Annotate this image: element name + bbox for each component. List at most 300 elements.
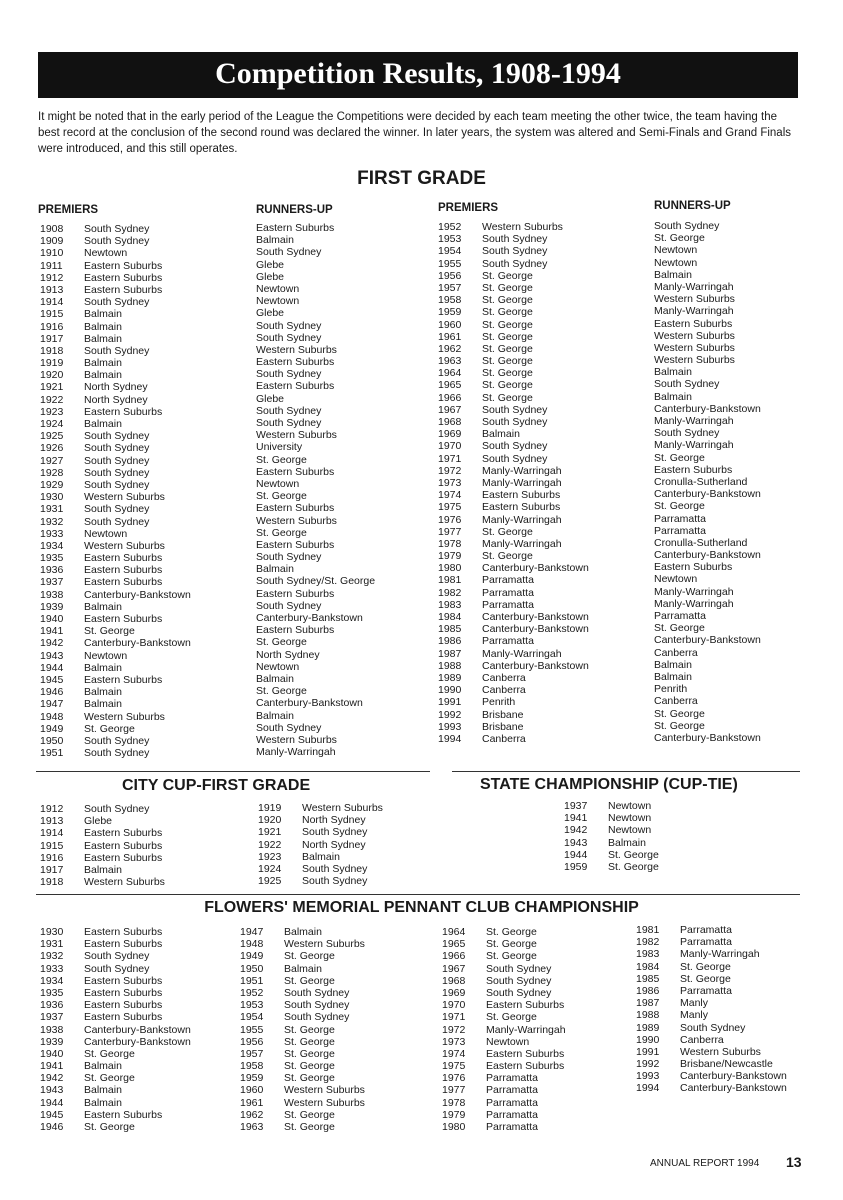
team-name: Manly-Warringah: [482, 647, 562, 660]
year: 1914: [40, 296, 64, 309]
list-item: [240, 1109, 365, 1121]
list-item: [438, 221, 589, 233]
list-item: [438, 331, 589, 343]
list-item: [438, 550, 589, 562]
list-item: St. George: [256, 526, 307, 539]
title-banner: [38, 52, 798, 98]
list-item: [40, 284, 191, 296]
list-item: [636, 1070, 787, 1082]
list-item: Penrith: [654, 683, 688, 696]
year: 1922: [40, 393, 64, 406]
year: 1986: [438, 635, 462, 648]
list-item: [40, 418, 191, 430]
team-name: Manly-Warringah: [486, 1023, 566, 1036]
list-item: South Sydney: [654, 378, 720, 391]
list-item: [442, 1072, 566, 1084]
list-item: [636, 985, 787, 997]
team-name: South Sydney: [84, 734, 150, 747]
year: 1955: [438, 257, 462, 270]
team-name: Western Suburbs: [284, 1084, 365, 1097]
list-item: [240, 1036, 365, 1048]
year: 1944: [40, 661, 64, 674]
list-item: Western Suburbs: [256, 343, 337, 356]
year: 1976: [442, 1072, 466, 1085]
year: 1985: [636, 972, 660, 985]
list-item: Newtown: [654, 244, 698, 257]
team-name: St. George: [482, 379, 533, 392]
team-name: South Sydney: [284, 986, 350, 999]
team-name: St. George: [482, 355, 533, 368]
list-item: St. George: [256, 636, 307, 649]
list-item: [564, 849, 659, 861]
list-item: Newtown: [256, 282, 300, 295]
list-item: [40, 735, 191, 747]
list-item: [40, 963, 191, 975]
list-item: [442, 950, 566, 962]
team-name: Parramatta: [680, 936, 732, 949]
list-item: University: [256, 441, 303, 454]
list-item: [40, 308, 191, 320]
list-item: [40, 650, 191, 662]
year: 1984: [636, 960, 660, 973]
list-item: Parramatta: [654, 610, 706, 622]
team-name: Balmain: [84, 1060, 122, 1073]
team-name: South Sydney: [302, 875, 368, 888]
team-name: South Sydney: [84, 515, 150, 528]
list-item: [40, 516, 191, 528]
team-name: Canterbury-Bankstown: [482, 562, 589, 575]
list-item: [240, 1121, 365, 1133]
team-name: Eastern Suburbs: [84, 259, 163, 272]
footer-report-label: ANNUAL REPORT 1994: [650, 1158, 760, 1169]
list-item: Parramatta: [654, 524, 706, 537]
team-name: Eastern Suburbs: [486, 1047, 565, 1060]
year: 1943: [564, 836, 588, 849]
team-name: St. George: [84, 1047, 135, 1060]
team-name: South Sydney: [482, 245, 548, 258]
year: 1980: [438, 562, 462, 575]
list-item: [636, 1022, 787, 1034]
year: 1937: [40, 1011, 64, 1024]
year: 1993: [438, 720, 462, 733]
team-name: St. George: [482, 294, 533, 307]
list-item: South Sydney: [256, 599, 322, 612]
year: 1940: [40, 613, 64, 625]
year: 1916: [40, 320, 64, 333]
list-item: [442, 1121, 566, 1133]
year: 1934: [40, 539, 64, 552]
year: 1919: [40, 357, 64, 370]
year: 1965: [442, 938, 466, 951]
city-cup-list-left: [40, 803, 165, 888]
list-item: Eastern Suburbs: [256, 502, 335, 515]
year: 1964: [438, 367, 462, 380]
team-name: Balmain: [84, 332, 122, 345]
list-item: [438, 319, 589, 331]
list-item: [442, 1011, 566, 1023]
flowers-memorial-heading: FLOWERS' MEMORIAL PENNANT CLUB CHAMPIONSHIP: [204, 899, 639, 916]
year: 1974: [442, 1047, 466, 1060]
year: 1943: [40, 1084, 64, 1097]
team-name: Eastern Suburbs: [84, 1108, 163, 1121]
list-item: [40, 815, 165, 827]
team-name: Eastern Suburbs: [84, 938, 163, 951]
team-name: South Sydney: [482, 416, 548, 428]
list-item: [438, 306, 589, 318]
list-item: [442, 1048, 566, 1060]
list-item: [40, 357, 191, 369]
year: 1986: [636, 984, 660, 997]
year: 1915: [40, 839, 64, 852]
list-item: [438, 233, 589, 245]
year: 1971: [442, 1011, 466, 1024]
list-item: [438, 672, 589, 684]
team-name: Balmain: [84, 418, 122, 430]
list-item: [40, 540, 191, 552]
list-item: Canberra: [654, 695, 698, 708]
year: 1965: [438, 379, 462, 392]
list-item: South Sydney: [256, 417, 322, 429]
year: 1961: [438, 330, 462, 343]
team-name: South Sydney: [302, 826, 368, 839]
city-cup-heading: CITY CUP-FIRST GRADE: [122, 777, 311, 794]
team-name: South Sydney: [84, 430, 150, 443]
team-name: South Sydney: [84, 454, 150, 467]
year: 1962: [438, 342, 462, 355]
list-item: [40, 247, 191, 259]
year: 1957: [240, 1047, 264, 1060]
team-name: North Sydney: [302, 814, 366, 827]
list-item: [438, 489, 589, 501]
premiers-header-left: PREMIERS: [38, 204, 99, 216]
team-name: Balmain: [284, 926, 322, 938]
list-item: Canterbury-Bankstown: [654, 488, 761, 501]
list-item: [40, 381, 191, 393]
list-item: [40, 479, 191, 491]
list-item: Eastern Suburbs: [256, 222, 335, 234]
list-item: [40, 576, 191, 588]
list-item: Glebe: [256, 392, 285, 405]
year: 1967: [438, 403, 462, 416]
year: 1991: [636, 1045, 660, 1058]
year: 1981: [438, 574, 462, 587]
list-item: [240, 999, 365, 1011]
list-item: South Sydney: [654, 220, 720, 232]
year: 1987: [636, 997, 660, 1010]
year: 1969: [438, 428, 462, 441]
list-item: [40, 698, 191, 710]
year: 1983: [438, 598, 462, 611]
year: 1959: [240, 1072, 264, 1085]
list-item: [40, 864, 165, 876]
list-item: [40, 827, 165, 839]
team-name: St. George: [482, 269, 533, 282]
list-item: [40, 625, 191, 637]
flowers-memorial-col-2: [240, 926, 365, 1133]
year: 1959: [564, 860, 588, 873]
list-item: [438, 355, 589, 367]
team-name: St. George: [608, 860, 659, 873]
list-item: [438, 660, 589, 672]
team-name: St. George: [84, 625, 135, 638]
team-name: St. George: [284, 1121, 335, 1133]
list-item: Western Suburbs: [654, 293, 735, 306]
year: 1948: [240, 938, 264, 951]
list-item: [258, 802, 383, 814]
list-item: [40, 321, 191, 333]
year: 1973: [438, 476, 462, 489]
list-item: [442, 1109, 566, 1121]
year: 1976: [438, 513, 462, 526]
year: 1912: [40, 271, 64, 284]
team-name: Eastern Suburbs: [84, 926, 163, 938]
list-item: [636, 924, 787, 936]
list-item: South Sydney: [256, 246, 322, 259]
list-item: Manly-Warringah: [654, 305, 734, 318]
year: 1952: [240, 986, 264, 999]
list-item: [636, 997, 787, 1009]
year: 1974: [438, 489, 462, 502]
list-item: [442, 938, 566, 950]
year: 1994: [438, 732, 462, 745]
list-item: Canterbury-Bankstown: [654, 634, 761, 647]
list-item: Canterbury-Bankstown: [654, 402, 761, 415]
year: 1964: [442, 926, 466, 938]
year: 1919: [258, 802, 282, 814]
list-item: South Sydney: [256, 404, 322, 417]
team-name: South Sydney: [486, 962, 552, 975]
list-item: [40, 601, 191, 613]
year: 1927: [40, 454, 64, 467]
list-item: [636, 1034, 787, 1046]
year: 1924: [40, 418, 64, 430]
team-name: South Sydney: [84, 803, 150, 815]
year: 1917: [40, 863, 64, 876]
list-item: Western Suburbs: [256, 733, 337, 746]
list-item: [40, 926, 191, 938]
list-item: [636, 1058, 787, 1070]
team-name: Canterbury-Bankstown: [482, 611, 589, 623]
team-name: Balmain: [482, 428, 520, 441]
team-name: South Sydney: [486, 986, 552, 999]
list-item: Western Suburbs: [654, 354, 735, 367]
team-name: St. George: [482, 330, 533, 343]
list-item: [438, 574, 589, 586]
year: 1991: [438, 696, 462, 709]
team-name: Parramatta: [486, 1108, 538, 1121]
list-item: South Sydney: [256, 551, 322, 564]
list-item: [438, 526, 589, 538]
list-item: [438, 428, 589, 440]
year: 1934: [40, 974, 64, 987]
year: 1990: [438, 684, 462, 697]
year: 1967: [442, 962, 466, 975]
list-item: South Sydney: [256, 721, 322, 734]
list-item: [40, 455, 191, 467]
list-item: [564, 861, 659, 873]
team-name: St. George: [482, 318, 533, 331]
team-name: St. George: [608, 848, 659, 861]
state-championship-heading: STATE CHAMPIONSHIP (CUP-TIE): [480, 776, 738, 793]
list-item: Eastern Suburbs: [256, 356, 335, 369]
team-name: Parramatta: [482, 598, 534, 611]
year: 1942: [564, 824, 588, 837]
year: 1968: [438, 416, 462, 428]
team-name: South Sydney: [84, 223, 150, 235]
year: 1993: [636, 1070, 660, 1083]
list-item: Newtown: [654, 256, 698, 269]
list-item: [40, 938, 191, 950]
runners-up-header-left: RUNNERS-UP: [256, 204, 333, 216]
year: 1914: [40, 827, 64, 840]
year: 1960: [240, 1084, 264, 1097]
list-item: [636, 1046, 787, 1058]
list-item: Balmain: [654, 366, 692, 379]
team-name: Balmain: [84, 357, 122, 370]
list-item: [40, 442, 191, 454]
year: 1948: [40, 710, 64, 723]
year: 1956: [240, 1035, 264, 1048]
team-name: Eastern Suburbs: [84, 271, 163, 284]
list-item: [636, 973, 787, 985]
team-name: South Sydney: [84, 962, 150, 975]
list-item: [40, 999, 191, 1011]
list-item: [40, 975, 191, 987]
year: 1909: [40, 235, 64, 248]
list-item: [240, 1011, 365, 1023]
team-name: St. George: [284, 1060, 335, 1073]
year: 1975: [442, 1060, 466, 1073]
list-item: Manly-Warringah: [654, 415, 734, 427]
year: 1980: [442, 1121, 466, 1133]
year: 1920: [258, 814, 282, 827]
list-item: Manly-Warringah: [654, 585, 734, 598]
team-name: Eastern Suburbs: [84, 576, 163, 589]
team-name: Eastern Suburbs: [84, 564, 163, 577]
team-name: Parramatta: [680, 984, 732, 997]
team-name: North Sydney: [302, 838, 366, 851]
team-name: St. George: [680, 960, 731, 973]
intro-paragraph: It might be noted that in the early period of the League the Competitions were decided by each team meeting the other twice, the team having the best record at the conclusion of the second round was declared the winner. In later years, the system was altered and Semi-Finals and Grand Finals were introduced, and this still operates.: [38, 111, 792, 155]
year: 1935: [40, 552, 64, 565]
team-name: Balmain: [84, 308, 122, 321]
list-item: South Sydney: [256, 319, 322, 332]
team-name: Manly-Warringah: [680, 948, 760, 961]
team-name: Eastern Suburbs: [84, 673, 163, 686]
team-name: Balmain: [84, 320, 122, 333]
year: 1925: [258, 875, 282, 888]
list-item: Western Suburbs: [256, 514, 337, 527]
team-name: St. George: [486, 950, 537, 963]
list-item: [240, 1097, 365, 1109]
list-item: [438, 477, 589, 489]
team-name: Manly-Warringah: [482, 537, 562, 550]
team-name: St. George: [482, 391, 533, 404]
list-item: [442, 987, 566, 999]
team-name: St. George: [284, 1108, 335, 1121]
year: 1911: [40, 259, 63, 272]
team-name: Western Suburbs: [284, 938, 365, 951]
year: 1979: [438, 550, 462, 563]
city-cup-list-right: [258, 802, 383, 887]
year: 1971: [438, 452, 462, 465]
list-item: [438, 404, 589, 416]
year: 1972: [442, 1023, 466, 1036]
year: 1946: [40, 686, 64, 699]
year: 1952: [438, 221, 462, 233]
list-item: Parramatta: [654, 512, 706, 525]
team-name: Western Suburbs: [482, 221, 563, 233]
team-name: Canterbury-Bankstown: [482, 659, 589, 672]
list-item: Canberra: [654, 646, 698, 659]
list-item: [438, 270, 589, 282]
team-name: Eastern Suburbs: [84, 974, 163, 987]
year: 1970: [438, 440, 462, 453]
list-item: [40, 747, 191, 759]
year: 1973: [442, 1035, 466, 1048]
list-item: [636, 948, 787, 960]
year: 1969: [442, 986, 466, 999]
list-item: [40, 430, 191, 442]
year: 1982: [438, 586, 462, 599]
team-name: Western Suburbs: [84, 539, 165, 552]
list-item: [240, 938, 365, 950]
list-item: Cronulla-Sutherland: [654, 475, 748, 488]
year: 1963: [438, 355, 462, 368]
team-name: Balmain: [84, 369, 122, 382]
list-item: North Sydney: [256, 648, 320, 661]
team-name: South Sydney: [84, 950, 150, 963]
list-item: [438, 440, 589, 452]
team-name: South Sydney: [84, 747, 150, 760]
list-item: [438, 623, 589, 635]
year: 1985: [438, 623, 462, 636]
list-item: [438, 282, 589, 294]
list-item: [442, 1024, 566, 1036]
list-item: Balmain: [256, 709, 294, 722]
list-item: [40, 235, 191, 247]
list-item: [636, 936, 787, 948]
list-item: [40, 852, 165, 864]
team-name: Western Suburbs: [680, 1045, 761, 1058]
year: 1958: [438, 294, 462, 307]
list-item: [438, 379, 589, 391]
list-item: [40, 1109, 191, 1121]
team-name: Western Suburbs: [284, 1096, 365, 1109]
list-item: [438, 696, 589, 708]
year: 1912: [40, 803, 64, 815]
team-name: St. George: [486, 926, 537, 938]
year: 1943: [40, 649, 64, 662]
list-item: [258, 839, 383, 851]
year: 1930: [40, 926, 64, 938]
team-name: Newtown: [608, 800, 652, 812]
team-name: South Sydney: [284, 999, 350, 1012]
list-item: [40, 723, 191, 735]
year: 1981: [636, 924, 660, 936]
list-item: [240, 987, 365, 999]
list-item: [40, 260, 191, 272]
list-item: St. George: [654, 719, 705, 732]
list-item: [40, 345, 191, 357]
flowers-memorial-col-1: [40, 926, 191, 1133]
list-item: South Sydney: [256, 331, 322, 344]
year: 1977: [442, 1084, 466, 1097]
team-name: Canberra: [482, 732, 526, 745]
team-name: St. George: [284, 1035, 335, 1048]
team-name: South Sydney: [486, 974, 552, 987]
team-name: St. George: [680, 972, 731, 985]
